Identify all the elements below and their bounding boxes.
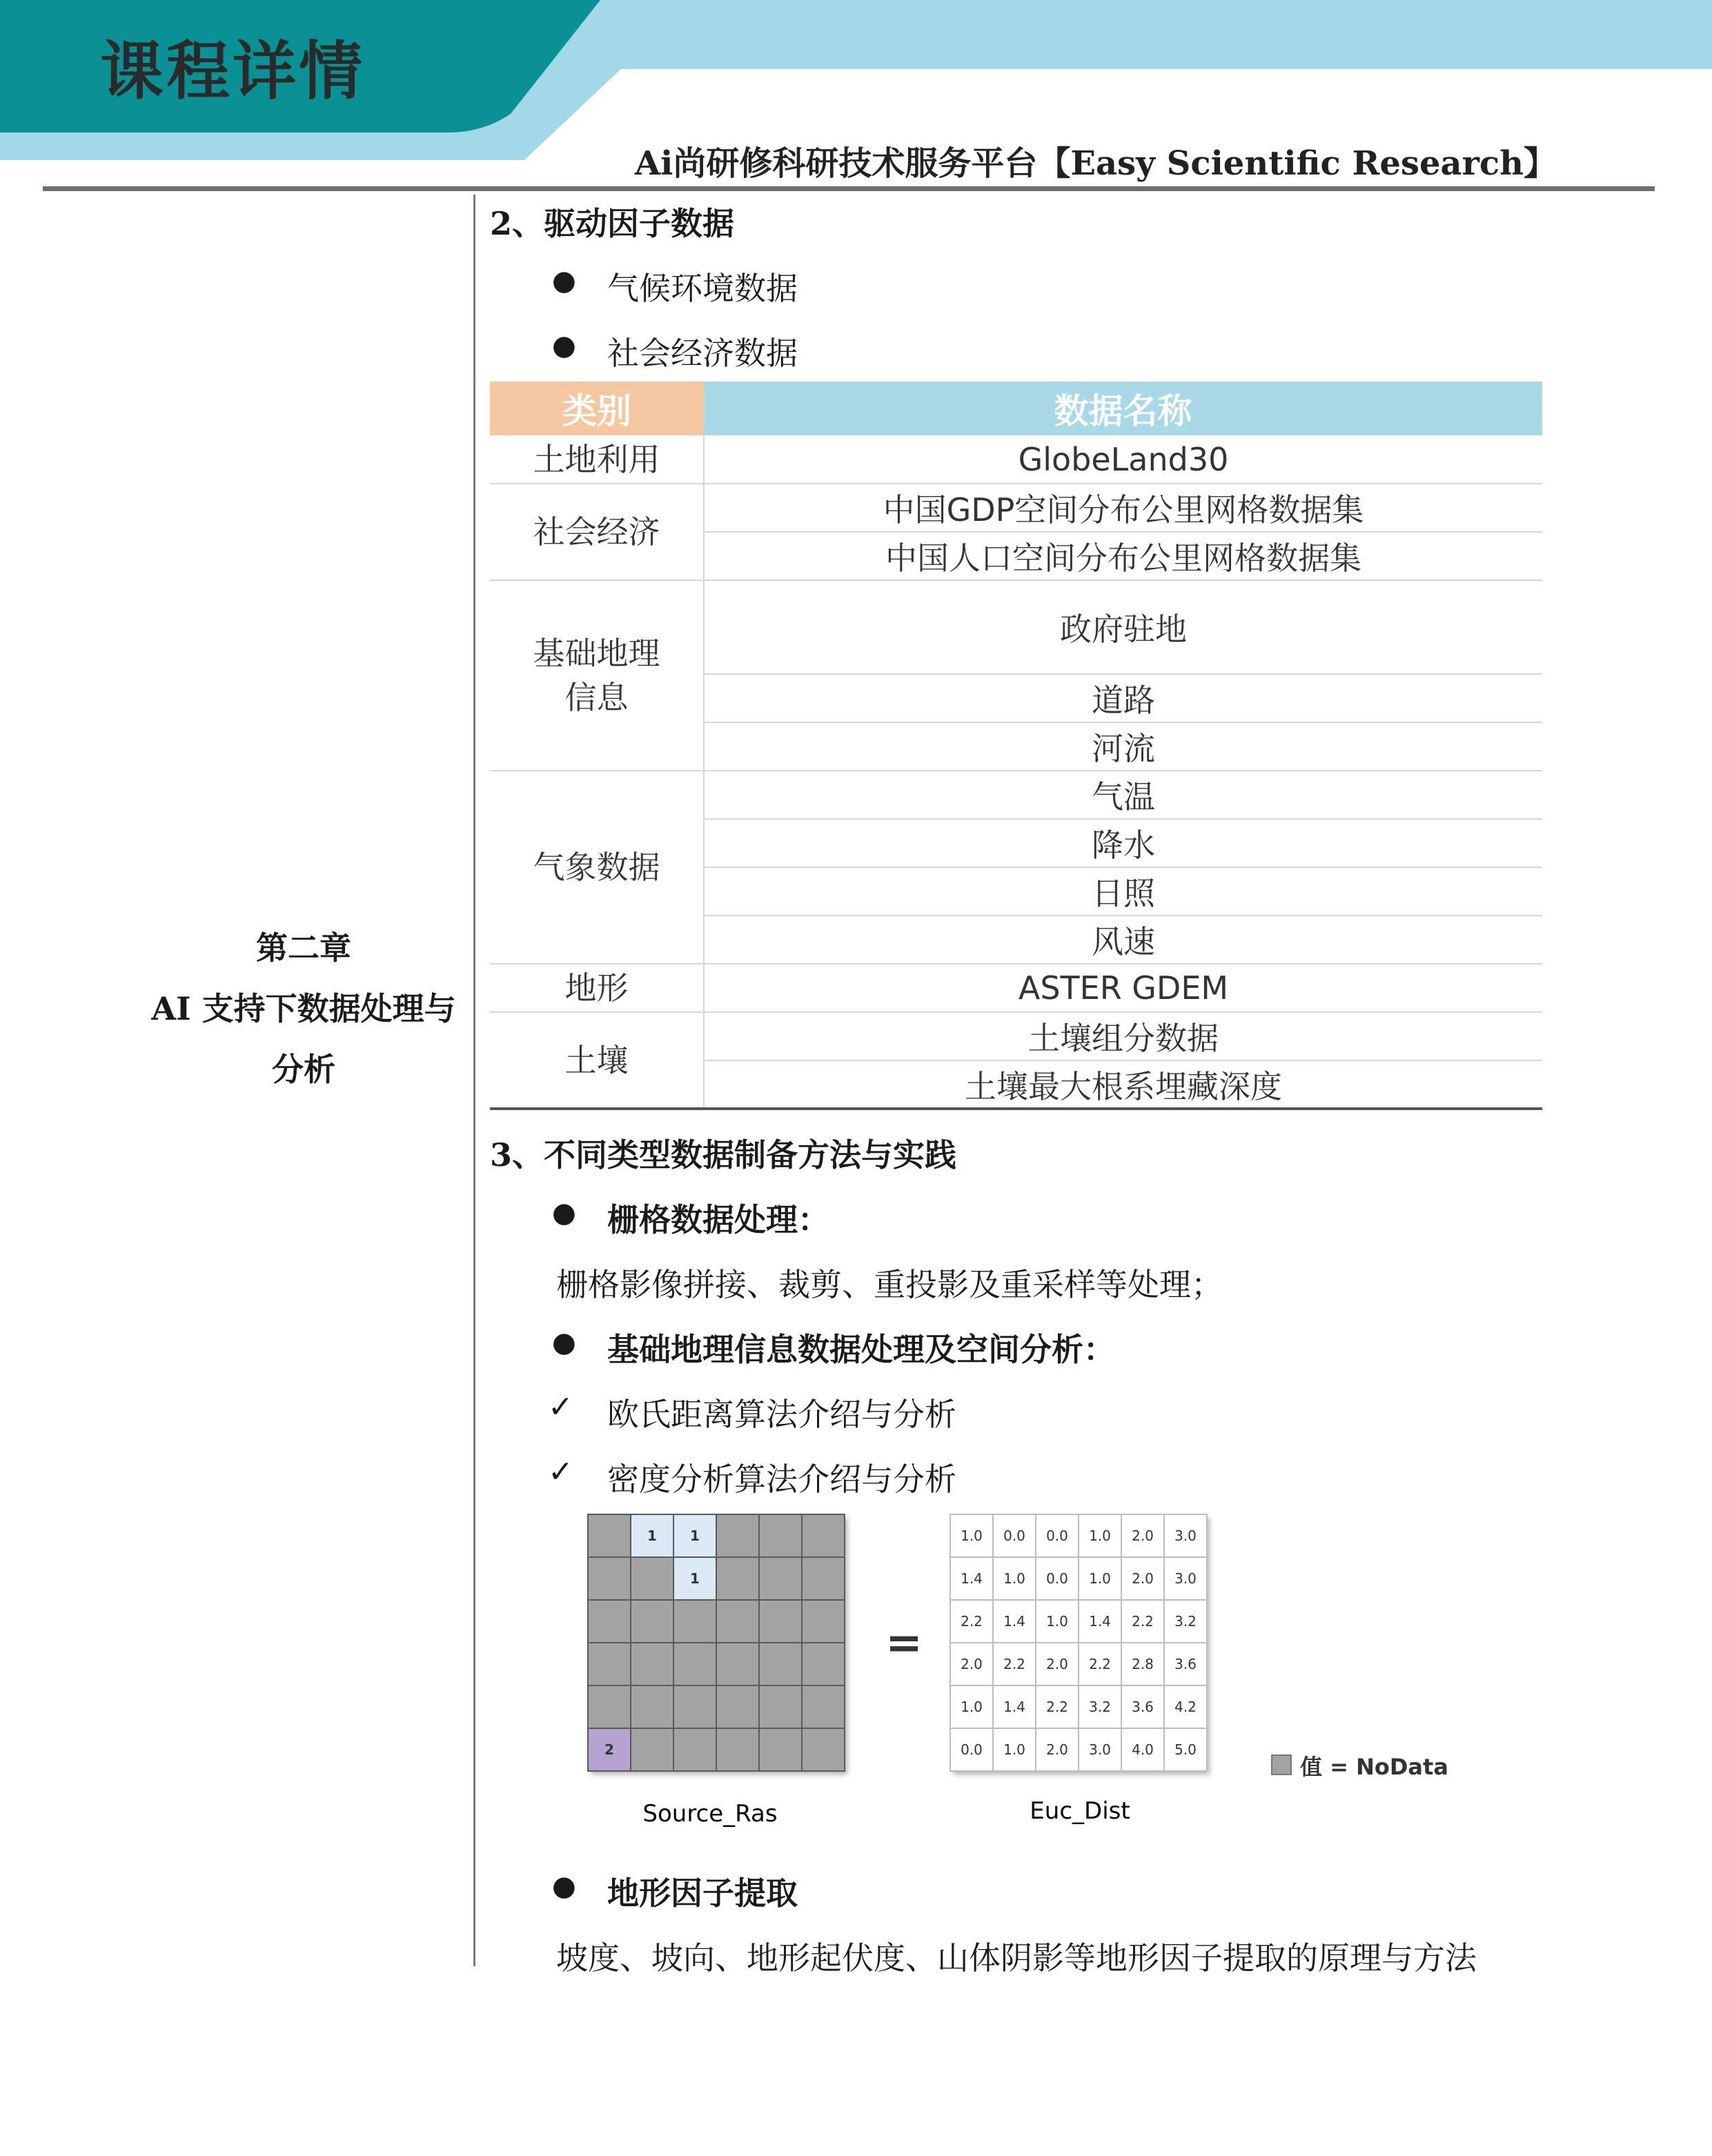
euc-cell-value: 4.2	[1174, 1699, 1197, 1715]
table-cell: GlobeLand30	[704, 435, 1542, 484]
chapter-label	[138, 918, 469, 1100]
euc-cell-value: 2.2	[1132, 1613, 1154, 1630]
source-cell	[588, 1643, 631, 1685]
euc-cell-value: 1.4	[1003, 1699, 1025, 1715]
source-cell	[759, 1728, 802, 1771]
table-cell: 土壤最大根系埋藏深度	[704, 1060, 1542, 1109]
source-cell	[673, 1643, 716, 1685]
source-cell	[802, 1685, 845, 1728]
page-title: 课程详情	[100, 34, 366, 108]
euc-cell-value: 2.2	[1003, 1656, 1025, 1672]
source-cell	[716, 1643, 759, 1685]
euc-cell-value: 5.0	[1174, 1741, 1197, 1758]
euc-dist-grid	[950, 1514, 1207, 1771]
chapter-title-line1: AI 支持下数据处理与	[151, 990, 456, 1027]
euc-dist-label: Euc_Dist	[1030, 1797, 1130, 1825]
chapter-number: 第二章	[256, 929, 351, 967]
column-divider	[473, 195, 475, 1966]
euc-cell-value: 2.0	[961, 1656, 983, 1672]
nodata-legend-label: 值 = NoData	[1300, 1754, 1448, 1780]
source-cell	[802, 1728, 845, 1771]
euc-cell-value: 1.4	[1003, 1613, 1025, 1630]
check-density: ✓ 密度分析算法介绍与分析	[607, 1454, 956, 1500]
source-cell	[759, 1514, 802, 1557]
bullet-raster-title: ● 栅格数据处理：	[607, 1195, 829, 1240]
nodata-legend-swatch	[1271, 1754, 1292, 1775]
header-subtitle: Ai尚研修科研技术服务平台【Easy Scientific Research】	[634, 144, 1557, 183]
euc-cell-value: 0.0	[1046, 1570, 1068, 1587]
euc-cell-value: 0.0	[1003, 1527, 1025, 1544]
source-cell-value: 2	[604, 1741, 614, 1758]
table-cell: 日照	[704, 867, 1542, 916]
bullet-terrain-title: ● 地形因子提取	[607, 1868, 798, 1914]
table-cell: 政府驻地	[704, 580, 1542, 674]
source-cell	[673, 1600, 716, 1643]
table-cell: 气温	[704, 771, 1542, 819]
source-cell	[716, 1685, 759, 1728]
source-cell	[759, 1600, 802, 1643]
category-land-use: 土地利用	[490, 435, 704, 484]
raster-description: 栅格影像拼接、裁剪、重投影及重采样等处理；	[556, 1266, 1223, 1303]
check-euclidean: ✓ 欧氏距离算法介绍与分析	[607, 1389, 956, 1435]
source-cell	[631, 1643, 673, 1685]
euc-cell-value: 1.0	[1089, 1570, 1111, 1587]
source-cell	[631, 1600, 673, 1643]
euc-cell-value: 3.0	[1174, 1570, 1197, 1587]
source-cell-value: 1	[647, 1527, 657, 1544]
source-cell	[588, 1600, 631, 1643]
equals-sign: =	[885, 1618, 923, 1669]
euc-cell-value: 3.6	[1174, 1656, 1197, 1672]
euc-cell-value: 2.0	[1046, 1656, 1068, 1672]
euc-cell-value: 1.0	[961, 1699, 983, 1715]
source-cell	[759, 1557, 802, 1600]
chapter-title-line2: 分析	[272, 1051, 335, 1088]
euc-cell-value: 0.0	[961, 1741, 983, 1758]
category-basic-geo-line1: 基础地理	[533, 635, 660, 672]
source-cell	[802, 1557, 845, 1600]
table-cell: ASTER GDEM	[704, 964, 1542, 1012]
euc-cell-value: 2.0	[1046, 1741, 1068, 1758]
source-ras-label: Source_Ras	[642, 1800, 778, 1828]
source-cell	[802, 1643, 845, 1685]
source-cell	[588, 1514, 631, 1557]
source-cell	[802, 1514, 845, 1557]
category-soil: 土壤	[490, 1012, 704, 1109]
table-cell: 道路	[704, 674, 1542, 722]
source-cell	[673, 1685, 716, 1728]
euc-cell-value: 1.0	[1046, 1613, 1068, 1630]
category-terrain: 地形	[490, 964, 704, 1012]
bullet-socioeconomic: ● 社会经济数据	[607, 328, 798, 374]
euc-cell-value: 1.0	[1003, 1741, 1025, 1758]
table-cell: 降水	[704, 819, 1542, 867]
euc-cell-value: 2.0	[1132, 1527, 1154, 1544]
source-raster-grid	[588, 1514, 845, 1771]
source-cell	[588, 1685, 631, 1728]
table-cell: 中国GDP空间分布公里网格数据集	[704, 484, 1542, 532]
source-cell	[631, 1685, 673, 1728]
table-cell: 风速	[704, 916, 1542, 964]
table-cell: 中国人口空间分布公里网格数据集	[704, 532, 1542, 580]
category-basic-geo-line2: 信息	[564, 679, 629, 716]
euc-cell-value: 3.2	[1174, 1613, 1197, 1630]
source-cell	[673, 1728, 716, 1771]
category-meteorology: 气象数据	[490, 771, 704, 964]
table-cell: 河流	[704, 722, 1542, 771]
section-2-heading: 2、驱动因子数据	[490, 205, 735, 242]
euc-cell-value: 2.2	[1046, 1699, 1068, 1715]
table-cell: 土壤组分数据	[704, 1012, 1542, 1060]
table-header-category: 类别	[490, 382, 704, 435]
section-3-heading: 3、不同类型数据制备方法与实践	[490, 1136, 957, 1174]
source-cell	[588, 1557, 631, 1600]
euc-cell-value: 3.6	[1132, 1699, 1154, 1715]
table-header-dataname: 数据名称	[704, 382, 1542, 435]
euc-cell-value: 0.0	[1046, 1527, 1068, 1544]
euc-cell-value: 1.0	[1003, 1570, 1025, 1587]
source-cell-value: 1	[690, 1527, 700, 1544]
euc-cell-value: 1.0	[961, 1527, 983, 1544]
source-cell	[759, 1685, 802, 1728]
source-cell	[759, 1643, 802, 1685]
euc-cell-value: 4.0	[1132, 1741, 1154, 1758]
bullet-climate: ● 气候环境数据	[607, 264, 798, 309]
source-cell	[716, 1728, 759, 1771]
terrain-description: 坡度、坡向、地形起伏度、山体阴影等地形因子提取的原理与方法	[556, 1939, 1477, 1977]
source-cell	[716, 1514, 759, 1557]
source-cell	[716, 1557, 759, 1600]
source-cell	[631, 1557, 673, 1600]
source-cell	[802, 1600, 845, 1643]
header-divider	[43, 186, 1655, 191]
euclidean-distance-figure	[566, 1504, 1463, 1835]
category-basic-geo	[490, 580, 704, 771]
bullet-geo-title: ● 基础地理信息数据处理及空间分析：	[607, 1325, 1115, 1370]
euc-cell-value: 2.2	[1089, 1656, 1111, 1672]
euc-cell-value: 3.2	[1089, 1699, 1111, 1715]
source-cell	[631, 1728, 673, 1771]
driver-factor-table	[490, 382, 1542, 1110]
euc-cell-value: 1.4	[961, 1570, 983, 1587]
euc-cell-value: 2.0	[1132, 1570, 1154, 1587]
source-cell-value: 1	[690, 1570, 700, 1587]
euc-cell-value: 2.2	[961, 1613, 983, 1630]
euc-cell-value: 1.0	[1089, 1527, 1111, 1544]
euc-cell-value: 3.0	[1174, 1527, 1197, 1544]
source-cell	[716, 1600, 759, 1643]
euc-cell-value: 3.0	[1089, 1741, 1111, 1758]
euc-cell-value: 2.8	[1132, 1656, 1154, 1672]
category-socioeconomic: 社会经济	[490, 484, 704, 580]
euc-cell-value: 1.4	[1089, 1613, 1111, 1630]
